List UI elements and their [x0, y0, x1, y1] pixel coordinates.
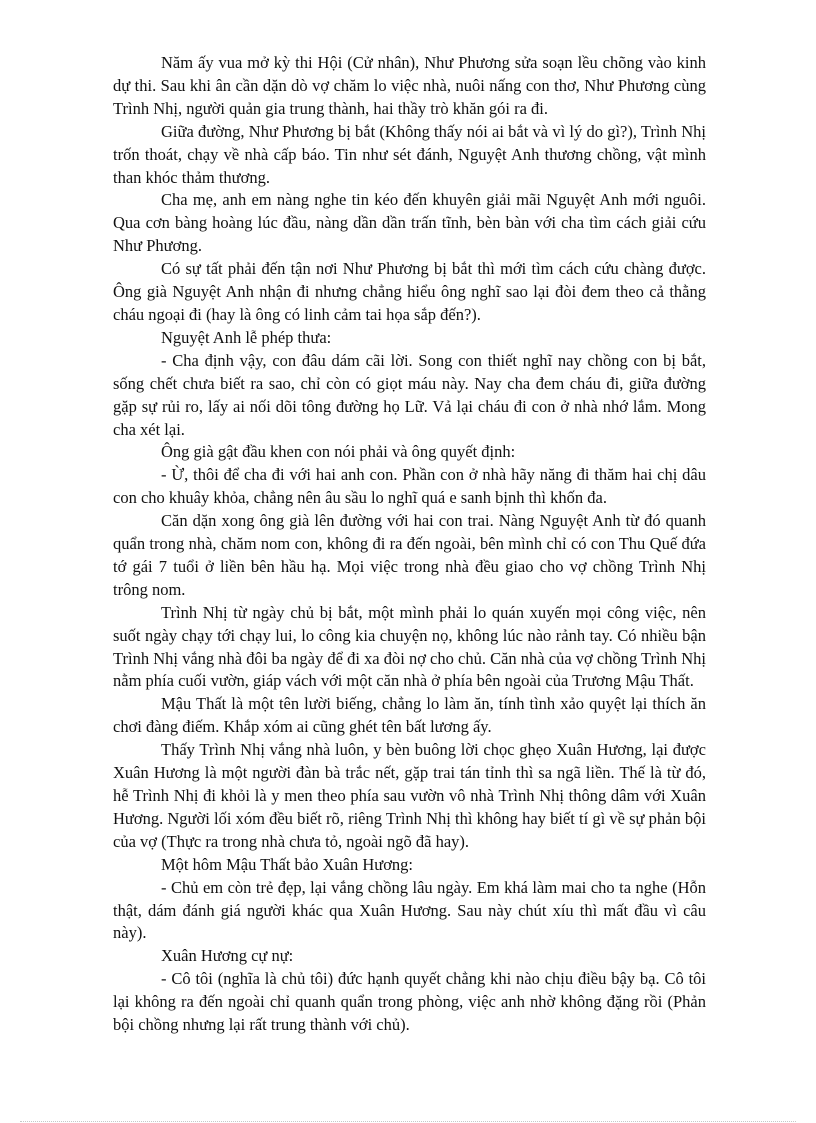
paragraph-exam-departure: Năm ấy vua mở kỳ thi Hội (Cử nhân), Như Phương sửa soạn lều chõng vào kinh dự thi. Sau khi ân cần dặn dò vợ chăm lo việc nhà, nuôi nấng con thơ, Như Phương cùng Trình Nhị, người quản gia trung thành, hai thầy trò khăn gói ra đi. [113, 53, 706, 118]
paragraph-nguyet-anh-replies: Nguyệt Anh lễ phép thưa: [161, 327, 332, 347]
paragraph-xuan-huong-objects: Xuân Hương cự nự: [161, 946, 294, 966]
paragraph-father-plan: Có sự tất phải đến tận nơi Như Phương bị bắt thì mới tìm cách cứu chàng được. Ông già Nguyệt Anh nhận đi nhưng chẳng hiểu ông nghĩ sao lại đòi đem theo cả thằng cháu ngoại đi (hay là ông có linh cảm tai họa sắp đến?). [113, 259, 706, 324]
paragraph-dialogue-xuan-huong: - Cô tôi (nghĩa là chủ tôi) đức hạnh quyết chẳng khi nào chịu điều bậy bạ. Cô tôi lại không ra đến ngoài chỉ quanh quẩn trong phòng, việc anh nhờ không đặng rồi (Phản bội chồng nhưng lại rất trung thành với chủ). [113, 969, 706, 1035]
story-text-body [113, 52, 706, 1037]
page-bottom-divider [20, 1121, 796, 1122]
paragraph-father-agrees: Ông già gật đầu khen con nói phải và ông quyết định: [161, 442, 516, 462]
paragraph-trinh-nhi-duties: Trình Nhị từ ngày chủ bị bắt, một mình phải lo quán xuyến mọi công việc, nên suốt ngày chạy tới chạy lui, lo công kia chuyện nọ, không lúc nào rảnh tay. Có nhiều bận Trình Nhị vắng nhà đôi ba ngày để đi xa đòi nợ cho chủ. Căn nhà của vợ chồng Trình Nhị nằm phía cuối vườn, giáp vách với một căn nhà ở phía bên ngoài của Trương Mậu Thất. [113, 602, 706, 691]
paragraph-arrest: Giữa đường, Như Phương bị bắt (Không thấy nói ai bắt và vì lý do gì?), Trình Nhị trốn thoát, chạy về nhà cấp báo. Tin như sét đánh, Nguyệt Anh thương chồng, vật mình than khóc thảm thương. [113, 121, 706, 187]
paragraph-family-consoles: Cha mẹ, anh em nàng nghe tin kéo đến khuyên giải mãi Nguyệt Anh mới nguôi. Qua cơn bàng hoàng lúc đầu, nàng dần dần trấn tĩnh, bèn bàn với cha tìm cách giải cứu Như Phương. [113, 190, 706, 256]
paragraph-dialogue-nguyet-anh: - Cha định vậy, con đâu dám cãi lời. Song con thiết nghĩ nay chồng con bị bắt, sống chết chưa biết ra sao, chỉ còn có giọt máu này. Nay cha đem cháu đi, giữa đường gặp sự rủi ro, lấy ai nối dõi tông đường họ Lữ. Vả lại cháu đi con ở nhà nhớ lắm. Mong cha xét lại. [113, 350, 706, 439]
paragraph-affair: Thấy Trình Nhị vắng nhà luôn, y bèn buông lời chọc ghẹo Xuân Hương, lại được Xuân Hương là một người đàn bà trắc nết, gặp trai tán tỉnh thì sa ngã liền. Thế là từ đó, hễ Trình Nhị đi khỏi là y men theo phía sau vườn vô nhà Trình Nhị thông dâm với Xuân Hương. Người lối xóm đều biết rõ, riêng Trình Nhị thì không hay biết tí gì về sự phản bội của vợ (Thực ra trong nhà chưa tỏ, ngoài ngõ đã hay). [113, 740, 706, 851]
paragraph-dialogue-mau-that: - Chủ em còn trẻ đẹp, lại vắng chồng lâu ngày. Em khá làm mai cho ta nghe (Hỗn thật, dám đánh giá người khác qua Xuân Hương. Sau này chút xíu thì mất đầu vì câu này). [113, 877, 706, 943]
paragraph-mau-that-speaks: Một hôm Mậu Thất bảo Xuân Hương: [161, 854, 414, 874]
paragraph-dialogue-father: - Ừ, thôi để cha đi với hai anh con. Phần con ở nhà hãy năng đi thăm hai chị dâu con cho khuây khỏa, chẳng nên âu sầu lo nghĩ quá e sanh bịnh thì khốn đa. [113, 465, 706, 508]
paragraph-mau-that: Mậu Thất là một tên lười biếng, chẳng lo làm ăn, tính tình xảo quyệt lại thích ăn chơi đàng điếm. Khắp xóm ai cũng ghét tên bất lương ấy. [113, 694, 706, 737]
paragraph-departure-with-sons: Căn dặn xong ông già lên đường với hai con trai. Nàng Nguyệt Anh từ đó quanh quẩn trong nhà, chăm nom con, không đi ra đến ngoài, bên mình chỉ có con Thu Quế đứa tớ gái 7 tuổi ở liền bên hầu hạ. Mọi việc trong nhà đều giao cho vợ chồng Trình Nhị trông nom. [113, 511, 706, 599]
